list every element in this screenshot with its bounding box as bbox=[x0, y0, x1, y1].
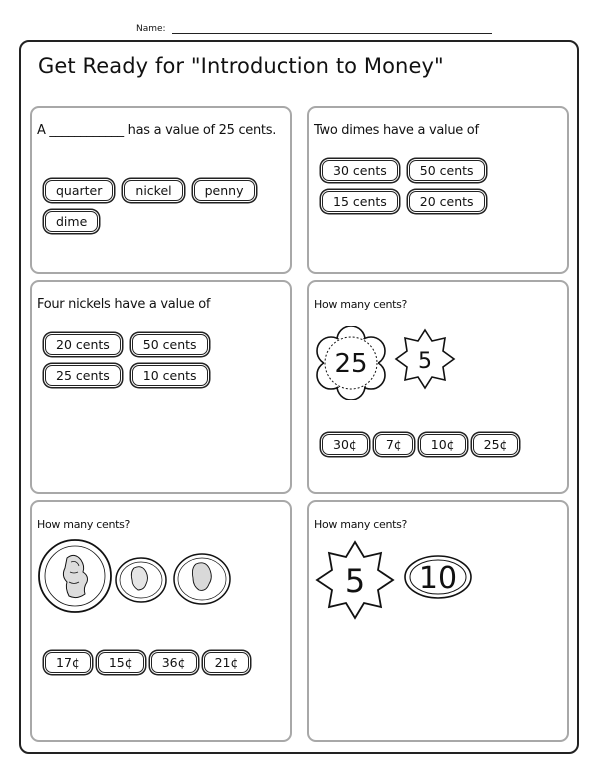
answer-option[interactable]: quarter bbox=[45, 180, 113, 201]
question-card-1 bbox=[30, 106, 292, 274]
question-text: A ____________ has a value of 25 cents. bbox=[37, 123, 277, 138]
answer-option[interactable]: 25 cents bbox=[45, 365, 121, 386]
answer-option[interactable]: 50 cents bbox=[132, 334, 208, 355]
answer-option[interactable]: 7¢ bbox=[375, 434, 413, 455]
name-label: Name: bbox=[136, 24, 166, 34]
question-text: How many cents? bbox=[314, 298, 408, 311]
answer-option[interactable]: 15 cents bbox=[322, 191, 398, 212]
answer-option[interactable]: 50 cents bbox=[409, 160, 485, 181]
answer-option[interactable]: dime bbox=[45, 211, 98, 232]
answer-option[interactable]: 20 cents bbox=[45, 334, 121, 355]
question-text: Two dimes have a value of bbox=[314, 123, 479, 138]
answer-option[interactable]: 25¢ bbox=[473, 434, 519, 455]
question-card-2 bbox=[307, 106, 569, 274]
page-title: Get Ready for "Introduction to Money" bbox=[38, 54, 444, 78]
answer-option[interactable]: 10 cents bbox=[132, 365, 208, 386]
nickel-star-coin-icon bbox=[315, 540, 395, 620]
coin-value-label: 5 bbox=[344, 562, 366, 600]
question-card-6 bbox=[307, 500, 569, 742]
name-input-line[interactable] bbox=[172, 24, 492, 34]
answer-option[interactable]: 20 cents bbox=[409, 191, 485, 212]
dime-oval-coin-icon bbox=[403, 554, 473, 600]
answer-option[interactable]: 17¢ bbox=[45, 652, 91, 673]
answer-option[interactable]: 21¢ bbox=[204, 652, 250, 673]
dime-coin-icon bbox=[114, 556, 168, 604]
penny-coin-icon bbox=[172, 552, 232, 606]
answer-option[interactable]: nickel bbox=[124, 180, 182, 201]
name-field bbox=[136, 24, 492, 34]
answer-option[interactable]: 10¢ bbox=[420, 434, 466, 455]
nickel-star-coin-icon bbox=[394, 328, 456, 390]
question-text: Four nickels have a value of bbox=[37, 297, 211, 312]
quarter-coin-icon bbox=[37, 538, 113, 614]
quarter-flower-coin-icon bbox=[314, 326, 388, 400]
question-card-3 bbox=[30, 280, 292, 494]
question-text: How many cents? bbox=[314, 518, 408, 531]
question-card-5 bbox=[30, 500, 292, 742]
answer-option[interactable]: 36¢ bbox=[151, 652, 197, 673]
answer-option[interactable]: 30 cents bbox=[322, 160, 398, 181]
coin-value-label: 10 bbox=[418, 561, 458, 596]
coin-value-label: 25 bbox=[334, 349, 368, 379]
coin-value-label: 5 bbox=[418, 349, 432, 374]
answer-option[interactable]: 30¢ bbox=[322, 434, 368, 455]
question-card-4 bbox=[307, 280, 569, 494]
question-text: How many cents? bbox=[37, 518, 131, 531]
answer-option[interactable]: 15¢ bbox=[98, 652, 144, 673]
answer-option[interactable]: penny bbox=[194, 180, 255, 201]
